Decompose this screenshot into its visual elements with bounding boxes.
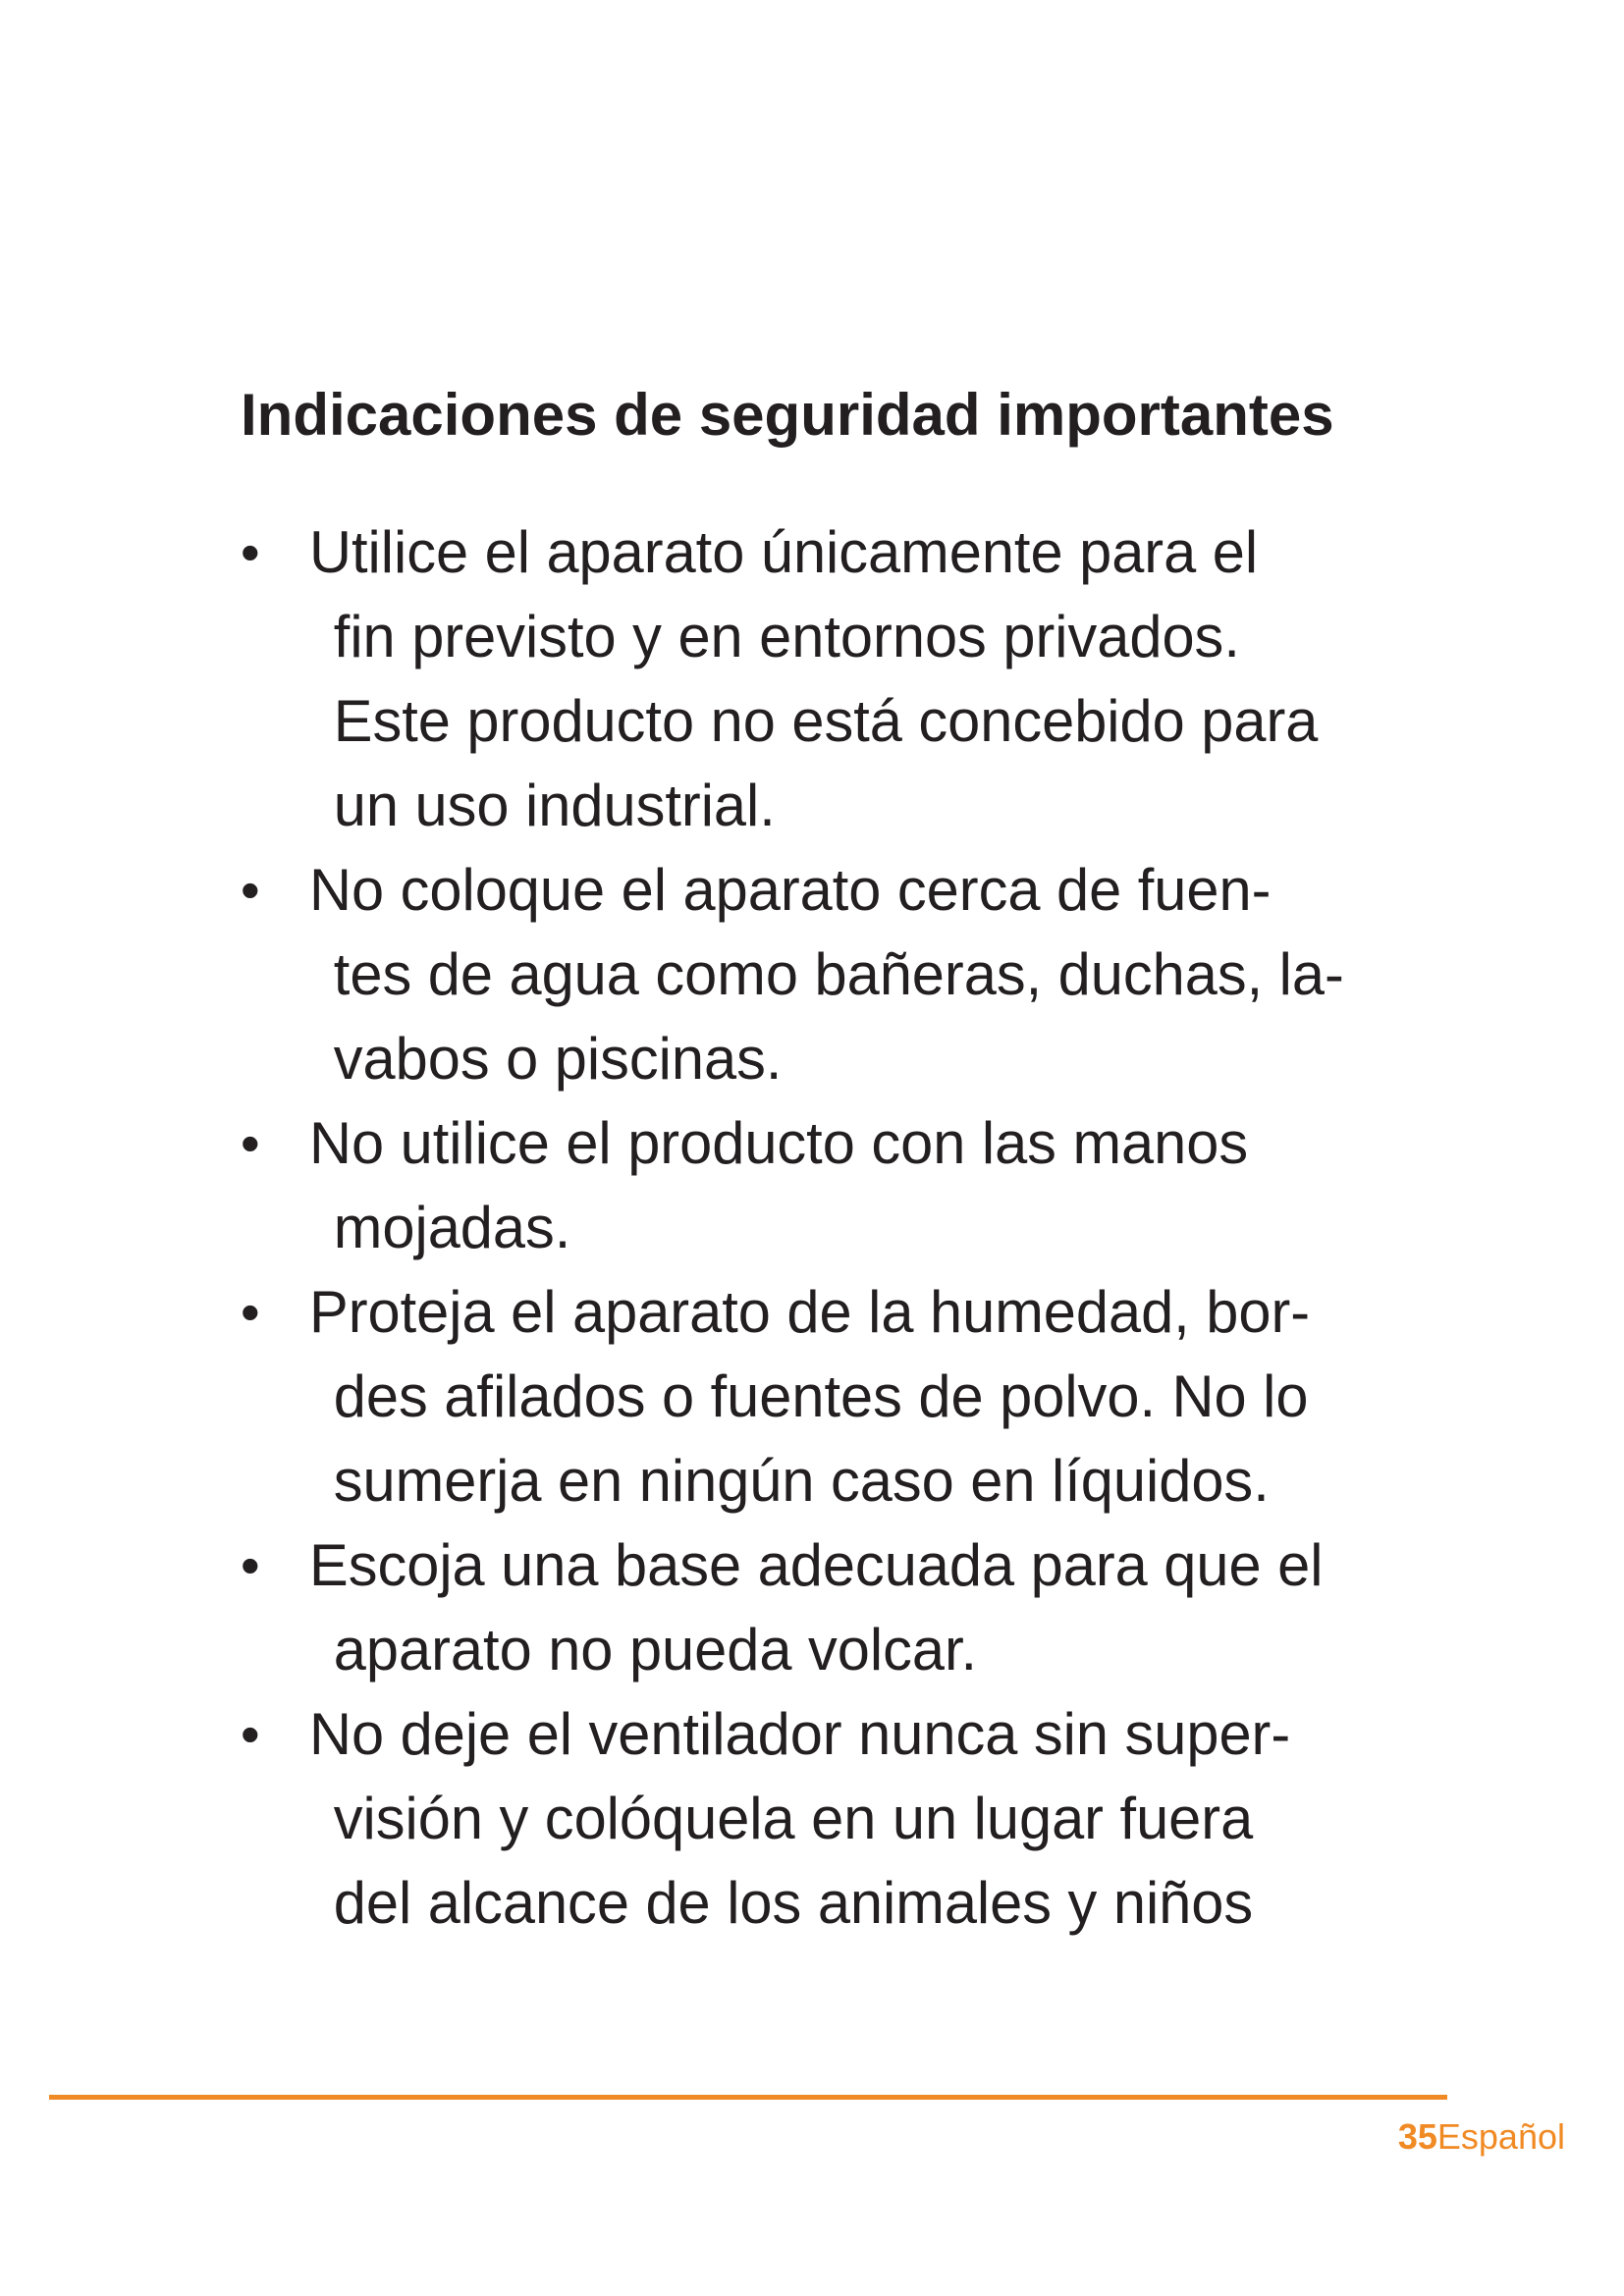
item-line: aparato no pueda volcar. bbox=[333, 1617, 978, 1682]
bullet-icon: • bbox=[241, 1534, 260, 1596]
bullet-icon: • bbox=[241, 1281, 260, 1343]
page-footer bbox=[1398, 2116, 1565, 2158]
language-label: Español bbox=[1436, 2116, 1565, 2157]
item-line: del alcance de los animales y niños bbox=[333, 1870, 1254, 1936]
item-line: mojadas. bbox=[333, 1195, 571, 1260]
bullet-icon: • bbox=[241, 1112, 260, 1174]
item-line: No utilice el producto con las manos bbox=[309, 1110, 1249, 1176]
item-line: Utilice el aparato únicamente para el bbox=[309, 519, 1259, 585]
page-number: 35 bbox=[1397, 2116, 1437, 2157]
item-line: des afilados o fuentes de polvo. No lo bbox=[333, 1363, 1309, 1429]
list-item bbox=[241, 1101, 1478, 1270]
safety-instructions-list bbox=[241, 510, 1478, 1946]
item-line: fin previsto y en entornos privados. bbox=[333, 604, 1240, 669]
item-line: No deje el ventilador nunca sin super- bbox=[309, 1701, 1291, 1767]
list-item bbox=[241, 1270, 1478, 1523]
list-item bbox=[241, 848, 1478, 1101]
item-line: visión y colóquela en un lugar fuera bbox=[333, 1786, 1254, 1851]
list-item bbox=[241, 1523, 1478, 1692]
item-line: Este producto no está concebido para bbox=[333, 688, 1319, 754]
item-line: tes de agua como bañeras, duchas, la- bbox=[333, 941, 1344, 1007]
item-line: Proteja el aparato de la humedad, bor- bbox=[309, 1279, 1311, 1345]
item-line: un uso industrial. bbox=[333, 773, 776, 838]
page-title: Indicaciones de seguridad importantes bbox=[241, 382, 1334, 448]
bullet-icon: • bbox=[241, 859, 260, 921]
bullet-icon: • bbox=[241, 521, 260, 583]
item-line: sumerja en ningún caso en líquidos. bbox=[333, 1448, 1270, 1514]
item-line: vabos o piscinas. bbox=[333, 1026, 783, 1092]
item-line: No coloque el aparato cerca de fuen- bbox=[309, 857, 1272, 923]
footer-divider bbox=[49, 2095, 1447, 2100]
item-line: Escoja una base adecuada para que el bbox=[309, 1532, 1324, 1598]
list-item bbox=[241, 510, 1478, 848]
list-item bbox=[241, 1692, 1478, 1946]
bullet-icon: • bbox=[241, 1703, 260, 1765]
